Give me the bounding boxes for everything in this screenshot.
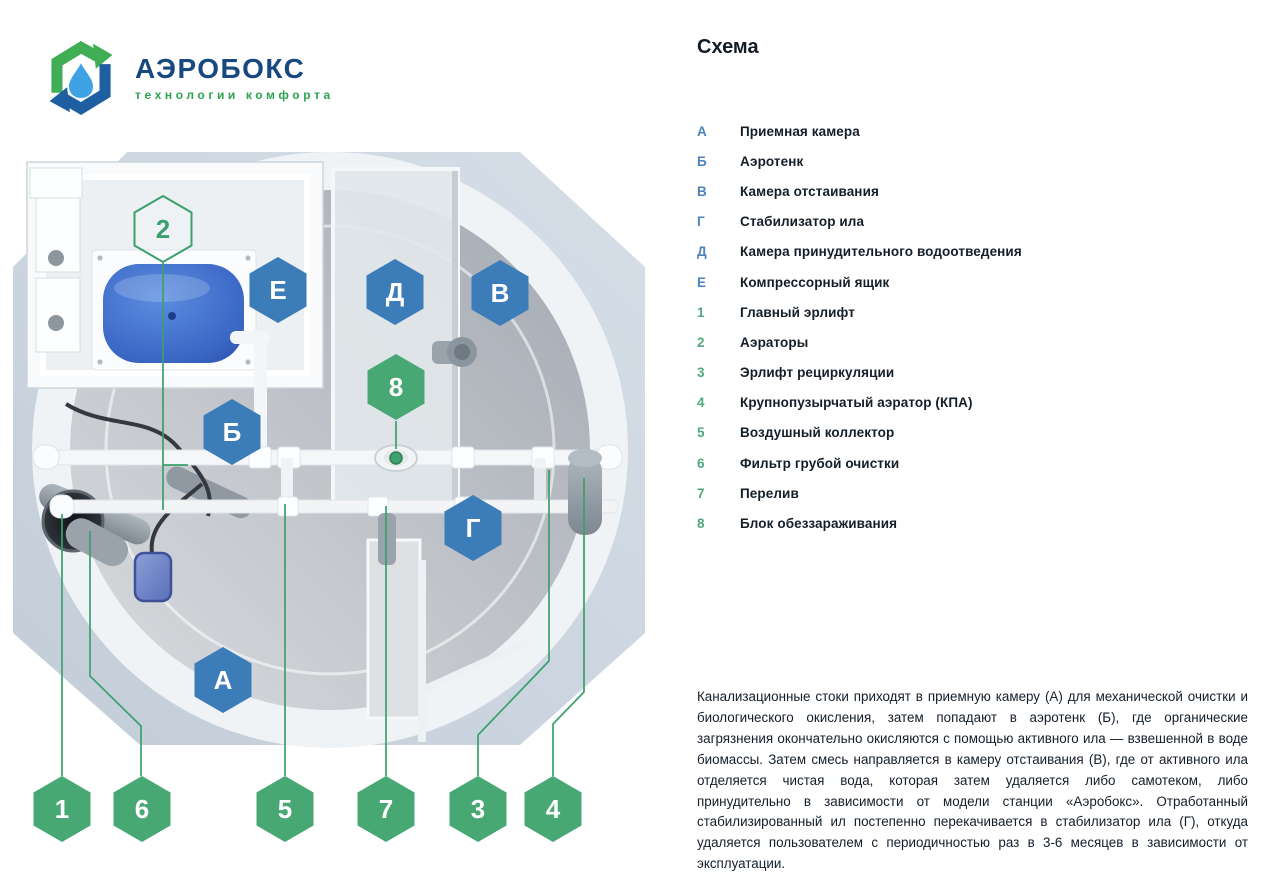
legend-label: Крупнопузырчатый аэратор (КПА)	[740, 395, 973, 411]
legend-key: Е	[697, 274, 707, 290]
legend-row-1	[697, 297, 1257, 327]
marker-label: 1	[54, 794, 70, 824]
legend	[697, 116, 1257, 539]
legend-row-b	[697, 146, 1257, 176]
latch-knob	[48, 250, 64, 266]
marker-part-5	[257, 776, 314, 842]
box-latch	[30, 168, 82, 198]
legend-key: 1	[697, 304, 705, 320]
marker-label: 5	[277, 794, 293, 824]
legend-key: 6	[697, 455, 705, 471]
legend-row-3	[697, 358, 1257, 388]
legend-row-e	[697, 267, 1257, 297]
legend-label: Аэротенк	[740, 153, 804, 169]
legend-row-g	[697, 207, 1257, 237]
marker-part-4	[525, 776, 582, 842]
latch-knob	[48, 315, 64, 331]
marker-part-6	[114, 776, 171, 842]
legend-row-a	[697, 116, 1257, 146]
marker-label: Е	[269, 275, 287, 305]
legend-label: Аэраторы	[740, 334, 809, 350]
logo-brand: АЭРОБОКС	[135, 53, 306, 84]
legend-label: Фильтр грубой очистки	[740, 455, 900, 471]
legend-label: Компрессорный ящик	[740, 274, 890, 290]
pipe-end-cap	[33, 445, 59, 469]
description-paragraph: Канализационные стоки приходят в приемную камеру (А) для механической очистки и биологического окисления, затем попадают в аэротенк (Б), где органические загрязнения окончательно окисляются с помощью активного ила — взвешенной в воде биомассы. Затем смесь направляется в камеру отстаивания (В), где от активного ила отделяется чистая вода, которая затем удаляется либо самотеком, либо принудительно в зависимости от модели станции «Аэробокс». Отработанный стабилизированный ил постепенно перекачивается в стабилизатор ила (Г), откуда удаляется пользователем с периодичностью раз в 3-6 месяцев в зависимости от эксплуатации.	[697, 689, 1248, 872]
legend-label: Перелив	[740, 485, 799, 501]
legend-title: Схема	[697, 36, 759, 58]
pipe-fitting	[452, 447, 474, 468]
marker-part-3	[450, 776, 507, 842]
legend-label: Камера принудительного водоотведения	[740, 244, 1022, 260]
legend-row-4	[697, 388, 1257, 418]
legend-key: А	[697, 123, 707, 139]
legend-key: Г	[697, 214, 705, 230]
marker-part-7	[358, 776, 415, 842]
legend-row-8	[697, 508, 1257, 538]
box-latch	[36, 278, 80, 352]
legend-label: Камера отстаивания	[740, 183, 879, 199]
legend-label: Приемная камера	[740, 123, 860, 139]
marker-label: 4	[545, 794, 561, 824]
legend-row-d	[697, 237, 1257, 267]
legend-key: 8	[697, 516, 705, 532]
legend-row-2	[697, 327, 1257, 357]
marker-label: 6	[134, 794, 150, 824]
wall-elbow	[432, 337, 477, 367]
legend-key: 3	[697, 365, 705, 381]
overflow-channel	[368, 540, 420, 718]
legend-label: Блок обеззараживания	[740, 516, 898, 532]
legend-key: 5	[697, 425, 705, 441]
marker-label: 2	[155, 214, 171, 244]
legend-label: Главный эрлифт	[740, 304, 855, 320]
legend-label: Эрлифт рециркуляции	[740, 365, 895, 381]
legend-key: Б	[697, 153, 707, 169]
legend-label: Воздушный коллектор	[740, 425, 895, 441]
marker-part-1	[34, 776, 91, 842]
kpa-elbow	[568, 449, 602, 535]
legend-key: Д	[697, 244, 707, 260]
legend-key: 4	[697, 395, 705, 411]
logo-tagline: технологии комфорта	[135, 88, 334, 102]
marker-label: 3	[470, 794, 486, 824]
legend-row-5	[697, 418, 1257, 448]
marker-label: Д	[385, 277, 405, 307]
float-switch	[135, 553, 171, 601]
overflow-pipe	[378, 513, 396, 565]
marker-label: Г	[465, 513, 481, 543]
marker-label: 8	[388, 372, 404, 402]
marker-label: В	[490, 278, 510, 308]
marker-label: Б	[222, 417, 242, 447]
legend-key: В	[697, 183, 707, 199]
marker-label: А	[213, 665, 233, 695]
pipe-fitting	[278, 497, 298, 516]
legend-key: 7	[697, 485, 705, 501]
legend-row-6	[697, 448, 1257, 478]
legend-key: 2	[697, 334, 705, 350]
marker-label: 7	[378, 794, 394, 824]
legend-row-7	[697, 478, 1257, 508]
legend-label: Стабилизатор ила	[740, 214, 865, 230]
legend-row-v	[697, 176, 1257, 206]
